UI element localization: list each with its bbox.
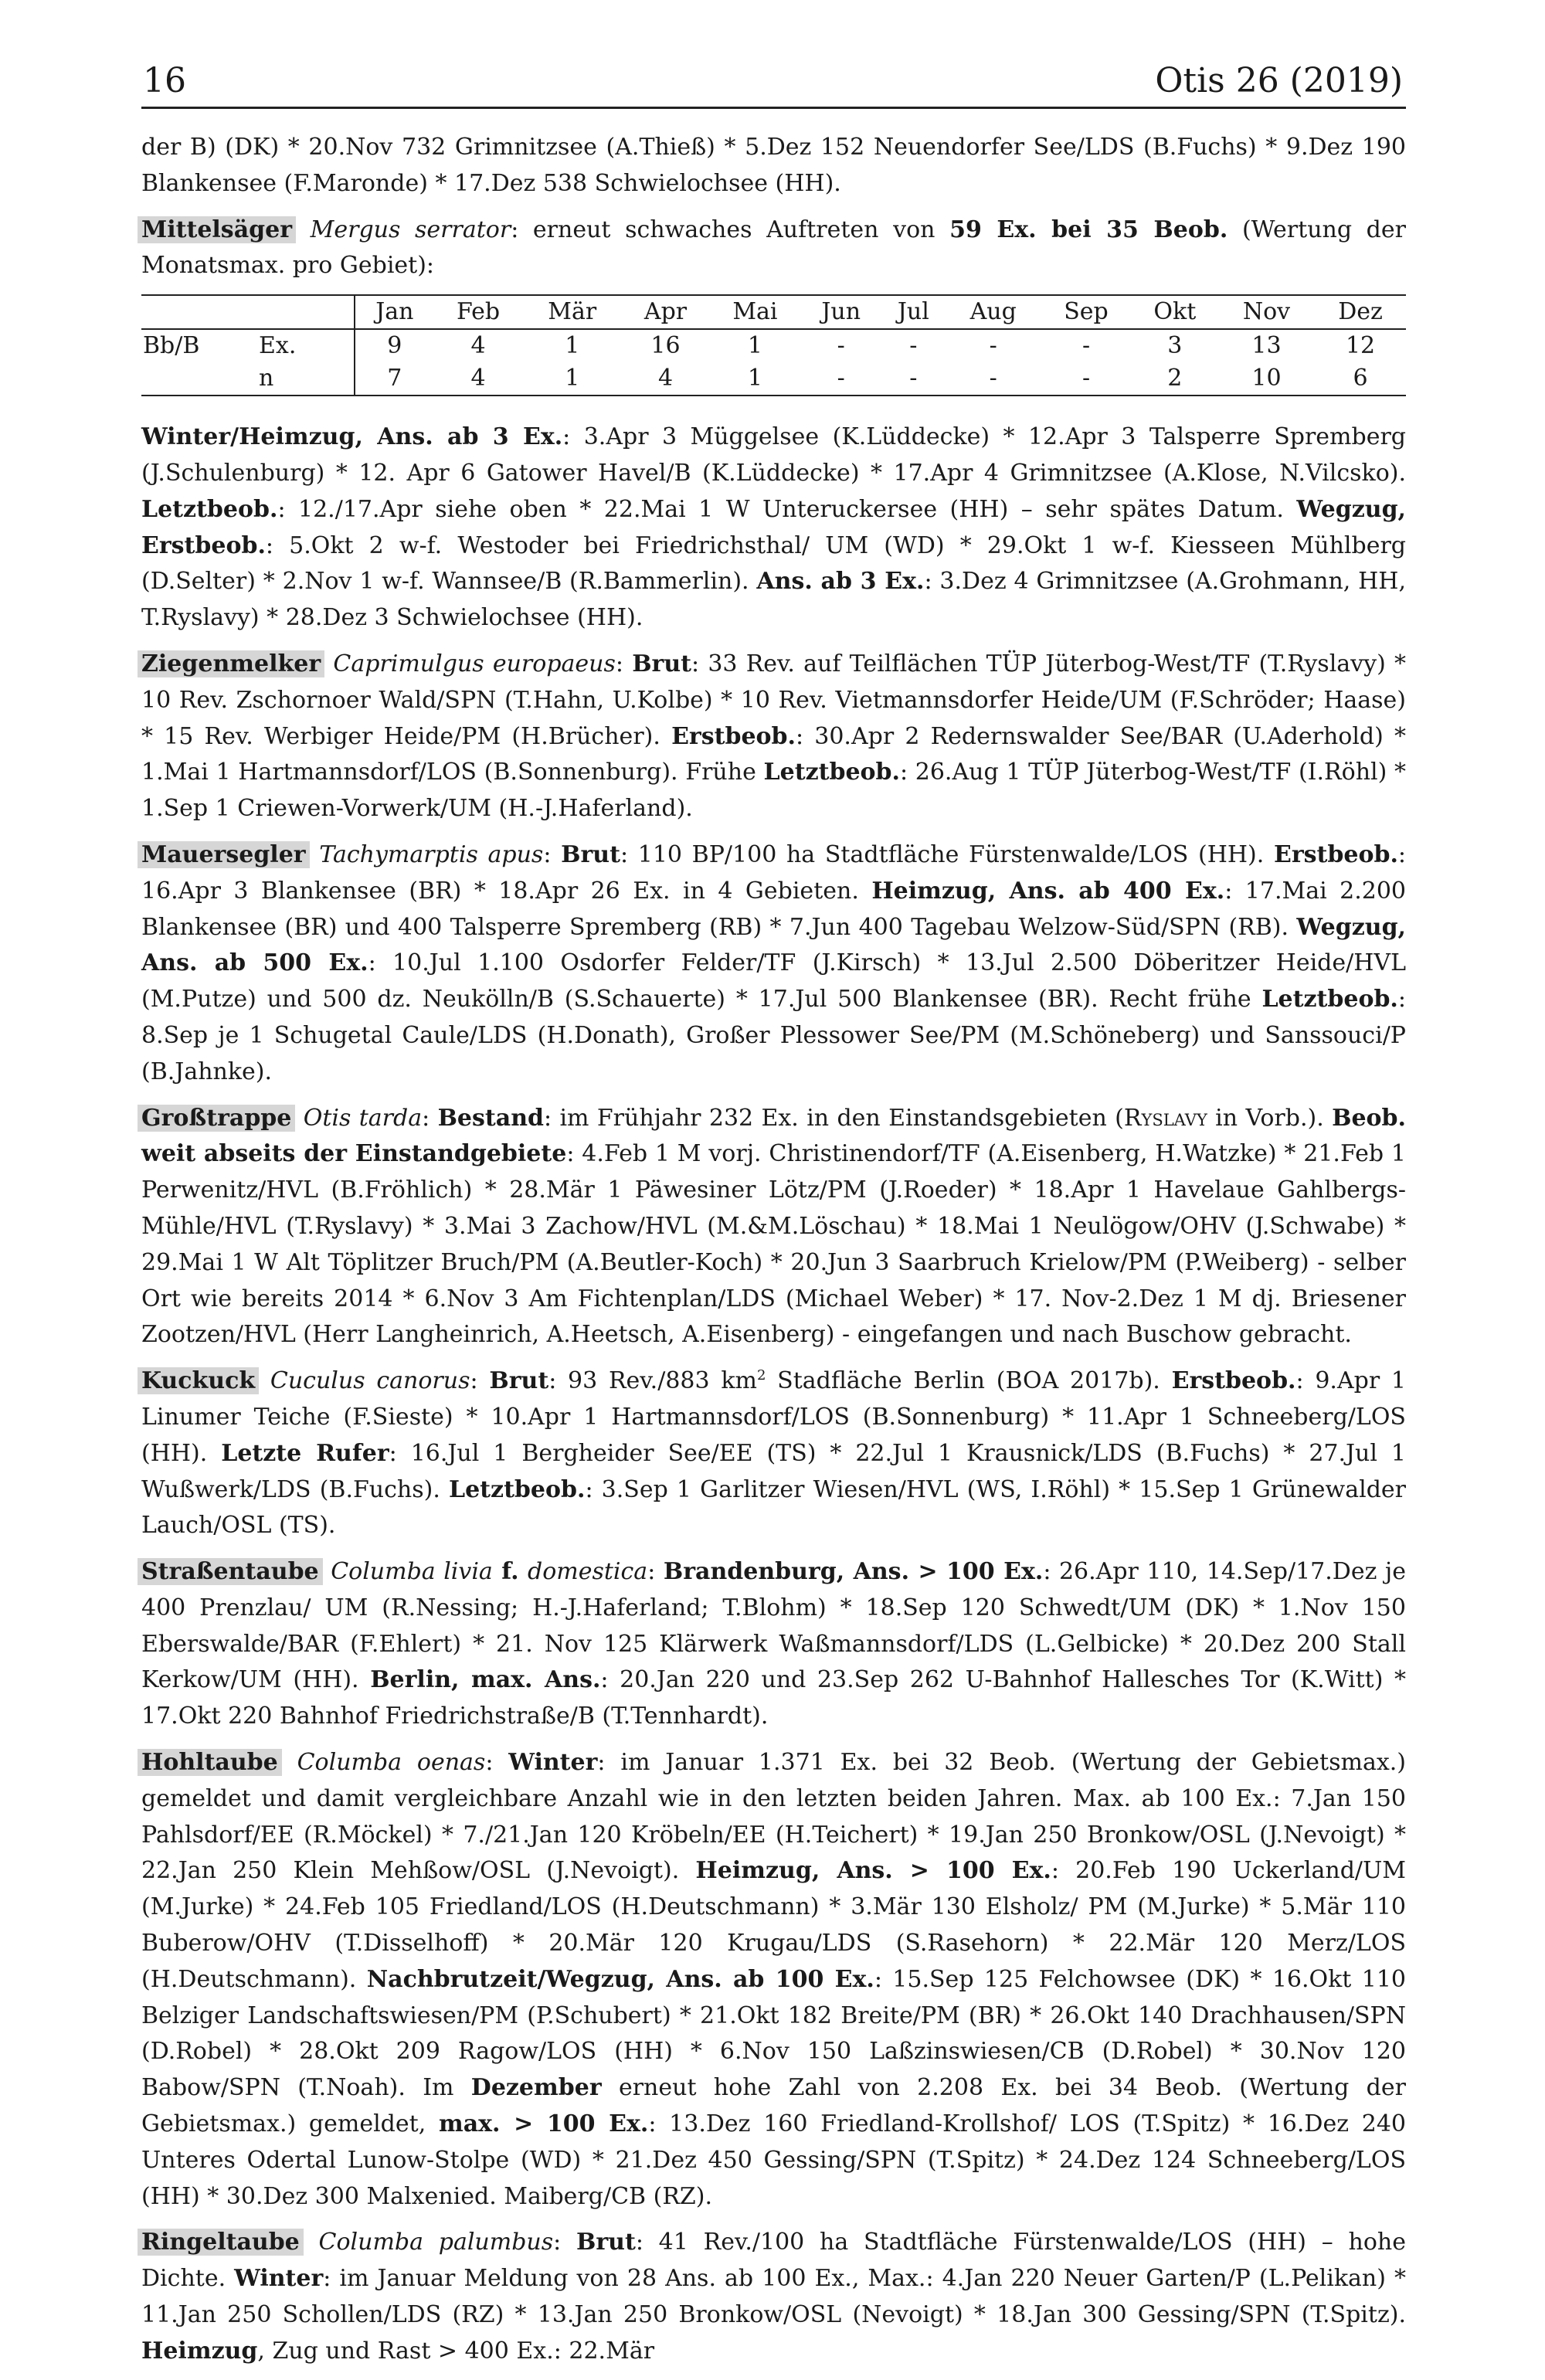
value-cell: - [1082,365,1091,392]
species-entry-mauersegler: Mauersegler Tachymarptis apus: Brut: 110 BP/100 ha Stadtfläche Fürstenwalde/LOS (HH). Erstbeob.: 16.Apr 3 Blankensee (BR) * 18.Apr 26 Ex. in 4 Gebieten. Heimzug, Ans. ab 400 Ex.: 17.Mai 2.200 Blankensee (BR) und 400 Talsperre Spremberg (RB) * 7.Jun 400 Tagebau Welzow-Süd/SPN (RB). Wegzug, Ans. ab 500 Ex.: 10.Jul 1.100 Osdorfer Felder/TF (J.Kirsch) * 13.Jul 2.500 Döberitzer Heide/HVL (M.Putze) und 500 dz. Neukölln/B (S.Schauerte) * 17.Jul 500 Blankensee (BR). Recht frühe Letztbeob.: 8.Sep je 1 Schugetal Caule/LDS (H.Donath), Großer Plessower See/PM (M.Schöneberg) und Sanssouci/P (B.Jahnke). [141,837,1406,1091]
month-header: Jun [801,295,881,329]
value-cell: 4 [470,332,486,360]
latin-name: Mergus serrator [310,216,511,243]
month-header: Mär [522,295,622,329]
value-cell: 13 [1251,332,1282,360]
value-cell: 16 [650,332,681,360]
value-cell: 4 [470,365,486,392]
value-cell: 4 [657,365,674,392]
value-cell: 7 [387,365,402,392]
table-row [141,362,1406,396]
value-cell: 1 [565,332,580,360]
journal-title: Otis 26 (2019) [1155,61,1403,100]
species-entry-kuckuck: Kuckuck Cuculus canorus: Brut: 93 Rev./883 $km^2$ Stadfläche Berlin (BOA 2017b). Erstbeob.: 9.Apr 1 Linumer Teiche (F.Sieste) * 10.Apr 1 Hartmannsdorf/LOS (B.Sonnenburg) * 11.Apr 1 Schneeberg/LOS (HH). Letzte Rufer: 16.Jul 1 Bergheider See/EE (TS) * 22.Jul 1 Krausnick/LDS (B.Fuchs) * 27.Jul 1 Wußwerk/LDS (B.Fuchs). Letztbeob.: 3.Sep 1 Garlitzer Wiesen/HVL (WS, I.Röhl) * 15.Sep 1 Grünewalder Lauch/OSL (TS). [141,1363,1406,1544]
species-entry-ziegenmelker: Ziegenmelker Caprimulgus europaeus: Brut: 33 Rev. auf Teilflächen TÜP Jüterbog-West/TF (T.Ryslavy) * 10 Rev. Zschornoer Wald/SPN (T.Hahn, U.Kolbe) * 10 Rev. Vietmannsdorfer Heide/UM (F.Schröder; Haase) * 15 Rev. Werbiger Heide/PM (H.Brücher). Erstbeob.: 30.Apr 2 Redernswalder See/BAR (U.Aderhold) * 1.Mai 1 Hartmannsdorf/LOS (B.Sonnenburg). Frühe Letztbeob.: 26.Aug 1 TÜP Jüterbog-West/TF (I.Röhl) * 1.Sep 1 Criewen-Vorwerk/UM (H.-J.Haferland). [141,647,1406,827]
row-label-cell: n [259,365,274,392]
value-cell: 9 [387,332,402,360]
species-entry-grosstrappe: Großtrappe Otis tarda: Bestand: im Frühjahr 232 Ex. in den Einstandsgebieten (Ryslavy in Vorb.). Beob. weit abseits der Einstandgebiete: 4.Feb 1 M vorj. Christinendorf/TF (A.Eisenberg, H.Watzke) * 21.Feb 1 Perwenitz/HVL (B.Fröhlich) * 28.Mär 1 Päwesiner Lötz/PM (J.Roeder) * 18.Apr 1 Havelaue Gahlbergs-Mühle/HVL (T.Ryslavy) * 3.Mai 3 Zachow/HVL (M.&M.Löschau) * 18.Mai 1 Neulögow/OHV (J.Schwabe) * 29.Mai 1 W Alt Töplitzer Bruch/PM (A.Beutler-Koch) * 20.Jun 3 Saarbruch Krielow/PM (P.Weiberg) - selber Ort wie bereits 2014 * 6.Nov 3 Am Fichtenplan/LDS (Michael Weber) * 17. Nov-2.Dez 1 M dj. Briesener Zootzen/HVL (Herr Langheinrich, A.Heetsch, A.Eisenberg) - eingefangen und nach Buschow gebracht. [141,1101,1406,1354]
monthly-max-table [141,294,1406,396]
month-header: Nov [1218,295,1315,329]
value-cell: - [837,332,845,360]
value-cell: 12 [1345,332,1376,360]
month-header: Jul [881,295,946,329]
author-smallcaps: Ryslavy [1123,1104,1207,1132]
value-cell: 1 [565,365,580,392]
species-name: Mittelsäger [138,216,296,243]
value-cell: 10 [1251,365,1282,392]
value-cell: - [989,365,997,392]
value-cell: - [909,332,918,360]
region-cell: Bb/B [143,332,200,360]
species-name: Ziegenmelker [138,650,324,677]
latin-name: Columba palumbus [318,2229,554,2256]
species-entry-ringeltaube: Ringeltaube Columba palumbus: Brut: 41 Rev./100 ha Stadtfläche Fürstenwalde/LOS (HH) – hohe Dichte. Winter: im Januar Meldung von 28 Ans. ab 100 Ex., Max.: 4.Jan 220 Neuer Garten/P (L.Pelikan) * 11.Jan 250 Schollen/LDS (RZ) * 13.Jan 250 Bronkow/OSL (Nevoigt) * 18.Jan 300 Gessing/SPN (T.Spitz). Heimzug, Zug und Rast > 400 Ex.: 22.Mär [141,2225,1406,2369]
value-cell: - [909,365,918,392]
mittelsaeger-details: Winter/Heimzug, Ans. ab 3 Ex.: 3.Apr 3 Müggelsee (K.Lüddecke) * 12.Apr 3 Talsperre Spremberg (J.Schulenburg) * 12. Apr 6 Gatower Havel/B (K.Lüddecke) * 17.Apr 4 Grimnitzsee (A.Klose, N.Vilcsko). Letztbeob.: 12./17.Apr siehe oben * 22.Mai 1 W Unteruckersee (HH) – sehr spätes Datum. Wegzug, Erstbeob.: 5.Okt 2 w-f. Westoder bei Friedrichsthal/ UM (WD) * 29.Okt 1 w-f. Kiesseen Mühlberg (D.Selter) * 2.Nov 1 w-f. Wannsee/B (R.Bammerlin). Ans. ab 3 Ex.: 3.Dez 4 Grimnitzsee (A.Grohmann, HH, T.Ryslavy) * 28.Dez 3 Schwielochsee (HH). [141,423,1407,632]
table-row [141,329,1406,362]
month-header: Okt [1132,295,1218,329]
latin-name: Cuculus canorus [270,1367,470,1395]
latin-name: Caprimulgus europaeus [333,650,616,677]
value-cell: 6 [1353,365,1368,392]
intro-paragraph: der B) (DK) * 20.Nov 732 Grimnitzsee (A.Thieß) * 5.Dez 152 Neuendorfer See/LDS (B.Fuchs) * 9.Dez 190 Blankensee (F.Maronde) * 17.Dez 538 Schwielochsee (HH). [141,134,1406,197]
month-header: Feb [434,295,523,329]
month-header: Dez [1315,295,1406,329]
article-body [141,130,1406,2380]
table-header-row [141,295,1406,329]
latin-name: Otis tarda [303,1104,423,1132]
month-header: Apr [622,295,709,329]
value-cell: - [1082,332,1091,360]
species-name: Hohltaube [138,1749,282,1776]
month-header: Mai [709,295,801,329]
month-header: Jan [355,295,434,329]
value-cell: 2 [1167,365,1183,392]
species-name: Kuckuck [138,1367,259,1394]
species-name: Ringeltaube [138,2229,304,2256]
page-number: 16 [143,61,186,100]
region-cell [141,362,259,396]
value-cell: 1 [747,332,762,360]
latin-name: Tachymarptis apus [319,840,544,868]
value-cell: - [837,365,845,392]
latin-name: Columba livia [331,1558,493,1586]
month-header: Aug [946,295,1041,329]
month-header: Sep [1041,295,1132,329]
value-cell: 1 [747,365,762,392]
species-entry-mittelsaeger: Mittelsäger Mergus serrator: erneut schwaches Auftreten von 59 Ex. bei 35 Beob. (Wertung der Monatsmax. pro Gebiet): [141,212,1406,285]
row-label-cell: Ex. [259,332,297,360]
value-cell: - [989,332,997,360]
page-header [141,60,1406,109]
species-entry-strassentaube: Straßentaube Columba livia f. domestica: Brandenburg, Ans. > 100 Ex.: 26.Apr 110, 14.Sep/17.Dez je 400 Prenzlau/ UM (R.Nessing; H.-J.Haferland; T.Blohm) * 18.Sep 120 Schwedt/UM (DK) * 1.Nov 150 Eberswalde/BAR (F.Ehlert) * 21. Nov 125 Klärwerk Waßmannsdorf/LDS (L.Gelbicke) * 20.Dez 200 Stall Kerkow/UM (HH). Berlin, max. Ans.: 20.Jan 220 und 23.Sep 262 U-Bahnhof Hallesches Tor (K.Witt) * 17.Okt 220 Bahnhof Friedrichstraße/B (T.Tennhardt). [141,1554,1406,1735]
value-cell: 3 [1167,332,1183,360]
latin-name: Columba oenas [297,1749,486,1777]
species-entry-hohltaube: Hohltaube Columba oenas: Winter: im Januar 1.371 Ex. bei 32 Beob. (Wertung der Gebietsmax.) gemeldet und damit vergleichbare Anzahl wie in den letzten beiden Jahren. Max. ab 100 Ex.: 7.Jan 150 Pahlsdorf/EE (R.Möckel) * 7./21.Jan 120 Kröbeln/EE (H.Teichert) * 19.Jan 250 Bronkow/OSL (J.Nevoigt) * 22.Jan 250 Klein Mehßow/OSL (J.Nevoigt). Heimzug, Ans. > 100 Ex.: 20.Feb 190 Uckerland/UM (M.Jurke) * 24.Feb 105 Friedland/LOS (H.Deutschmann) * 3.Mär 130 Elsholz/ PM (M.Jurke) * 5.Mär 110 Buberow/OHV (T.Disselhoff) * 20.Mär 120 Krugau/LDS (S.Rasehorn) * 22.Mär 120 Merz/LOS (H.Deutschmann). Nachbrutzeit/Wegzug, Ans. ab 100 Ex.: 15.Sep 125 Felchowsee (DK) * 16.Okt 110 Belziger Landschaftswiesen/PM (P.Schubert) * 21.Okt 182 Breite/PM (BR) * 26.Okt 140 Drachhausen/SPN (D.Robel) * 28.Okt 209 Ragow/LOS (HH) * 6.Nov 150 Laßzinswiesen/CB (D.Robel) * 30.Nov 120 Babow/SPN (T.Noah). Im Dezember erneut hohe Zahl von 2.208 Ex. bei 34 Beob. (Wertung der Gebietsmax.) gemeldet, max. > 100 Ex.: 13.Dez 160 Friedland-Krollshof/ LOS (T.Spitz) * 16.Dez 240 Unteres Odertal Lunow-Stolpe (WD) * 21.Dez 450 Gessing/SPN (T.Spitz) * 24.Dez 124 Schneeberg/LOS (HH) * 30.Dez 300 Malxenied. Maiberg/CB (RZ). [141,1745,1406,2215]
species-name: Mauersegler [138,841,310,868]
species-name: Straßentaube [138,1558,323,1585]
species-name: Großtrappe [138,1105,295,1132]
